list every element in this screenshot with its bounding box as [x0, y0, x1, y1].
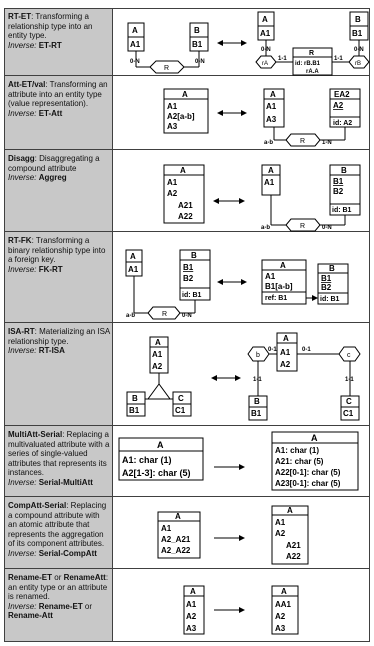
row-desc-att-et: Att-ET/val: Transforming an attribute into an entity type (value representation). Inverse: ET-Att — [8, 80, 108, 118]
card-0n-a: 0-N — [261, 47, 271, 53]
label-a-2: A — [311, 433, 318, 443]
label-a2: A2 — [152, 362, 163, 371]
card-0n-b: 0-N — [354, 47, 364, 53]
row-desc-multiatt: MultiAtt-Serial: Replacing a multivaluated attribute with a series of single-valued attributes that represents its instances. Inverse: Serial-MultiAtt — [8, 430, 110, 487]
label-a-2: A — [283, 334, 289, 343]
label-a22: A22[0-1]: char (5) — [275, 468, 341, 477]
label-a-2: A — [281, 587, 287, 596]
label-a2-2: A2 — [275, 529, 286, 538]
label-id-b1: id: B1 — [332, 207, 352, 214]
label-b: B — [194, 26, 200, 35]
label-a: A — [157, 440, 164, 450]
label-a1-2: A1: char (1) — [275, 446, 320, 455]
label-c-rel: c — [347, 352, 351, 359]
label-a1-2: A1 — [266, 102, 277, 111]
diagram-isa-rt — [127, 333, 360, 420]
label-b2-2: B2 — [321, 283, 332, 292]
label-rb: rB — [355, 61, 361, 67]
diagram-disagg — [164, 165, 360, 231]
label-aa1: AA1 — [275, 600, 292, 609]
row-desc-isa-rt: ISA-RT: Materializing an ISA relationship type. Inverse: RT-ISA — [8, 327, 110, 355]
label-r: R — [300, 138, 306, 145]
label-a: A — [132, 26, 138, 35]
label-a3: A3 — [167, 122, 178, 131]
label-a22: A22 — [178, 212, 193, 221]
label-a23: A23[0-1]: char (5) — [275, 479, 341, 488]
label-a21: A21 — [178, 201, 193, 210]
label-r-id: id: rB.B1 — [295, 61, 321, 67]
label-b-rel: b — [256, 352, 260, 359]
label-a22: A22 — [286, 552, 301, 561]
card-ab: a-b — [261, 225, 270, 231]
card-11-b: 1-1 — [334, 56, 343, 62]
label-b1-2: B1 — [352, 29, 363, 38]
label-b2: B2 — [333, 187, 344, 196]
label-b2: B2 — [183, 274, 194, 283]
label-c-2: C — [346, 397, 352, 406]
label-a1: A1: char (1) — [122, 455, 172, 465]
label-id-b1: id: B1 — [182, 292, 202, 299]
row-desc-rename: Rename-ET or RenameAtt: an entity type or an attribute is renamed. Inverse: Rename-ET or Rename-Att — [8, 573, 109, 620]
label-a-2: A — [287, 506, 293, 515]
card-ab: a-b — [126, 313, 135, 319]
row-desc-rt-et: RT-ET: Transforming a relationship type into an entity type. Inverse: ET-RT — [8, 12, 93, 50]
label-b1: B1 — [129, 406, 140, 415]
label-a: A — [130, 252, 136, 261]
label-r: R — [162, 311, 168, 318]
card-01-a: 0-1 — [268, 347, 277, 353]
label-a3-2: A3 — [266, 115, 277, 124]
card-11-b: 1-1 — [345, 377, 354, 383]
label-a2: A2 — [167, 189, 178, 198]
row-desc-disagg: Disagg: Disaggregating a compound attribute Inverse: Aggreg — [8, 154, 100, 182]
label-a-2: A — [270, 90, 276, 99]
label-a-2: A — [268, 166, 274, 175]
label-b1-2: B1 — [321, 274, 332, 283]
label-a1: A1 — [167, 178, 178, 187]
label-b-2: B — [355, 15, 361, 24]
label-a1: A1 — [161, 524, 172, 533]
label-a1: A1 — [128, 265, 139, 274]
card-0n: 0-N — [322, 225, 332, 231]
card-11-a: 1-1 — [253, 377, 262, 383]
label-a: A — [180, 166, 186, 175]
label-c1-2: C1 — [343, 409, 354, 418]
label-b1: B1 — [183, 263, 194, 272]
card-0n-left: 0-N — [130, 59, 140, 65]
label-a-2: A — [262, 15, 268, 24]
label-b-2: B — [254, 397, 260, 406]
label-a1-2: A1 — [265, 272, 276, 281]
label-a2-2: A2 — [280, 360, 291, 369]
label-b1: B1 — [192, 40, 203, 49]
label-b: B — [341, 166, 347, 175]
card-0n: 0-N — [182, 313, 192, 319]
label-b-2: B — [329, 264, 335, 273]
label-a2-a21: A2_A21 — [161, 535, 191, 544]
label-a1-2: A1 — [260, 29, 271, 38]
label-a2-a22: A2_A22 — [161, 546, 191, 555]
label-id-b1-2: id: B1 — [320, 296, 340, 303]
label-ra: rA — [262, 61, 268, 67]
label-b1-2: B1 — [251, 409, 262, 418]
label-a: A — [190, 587, 196, 596]
label-b1: B1 — [333, 177, 344, 186]
label-a: A — [175, 512, 181, 521]
isa-triangle — [148, 384, 170, 399]
label-ea2: EA2 — [334, 90, 350, 99]
label-a2: A2 — [186, 612, 197, 621]
label-a2: A2[a-b] — [167, 112, 195, 121]
label-c: C — [178, 394, 184, 403]
label-b: B — [132, 394, 138, 403]
label-a: A — [182, 90, 188, 99]
label-a3-2: A3 — [275, 624, 286, 633]
card-11-a: 1-1 — [278, 56, 287, 62]
card-ab: a-b — [264, 140, 273, 146]
label-a-2: A — [280, 261, 286, 270]
card-01-b: 0-1 — [302, 347, 311, 353]
label-ref-b1: ref: B1 — [265, 295, 288, 302]
card-0n-right: 0-N — [195, 59, 205, 65]
label-a21: A21 — [286, 541, 301, 550]
label-a1: A1 — [130, 40, 141, 49]
label-a1-2: A1 — [275, 518, 286, 527]
row-desc-compatt: CompAtt-Serial: Replacing a compound attribute with an atomic attribute that represents the aggregation of its component attributes. Inverse: Serial-CompAtt — [8, 501, 107, 558]
card-1n: 1-N — [322, 140, 332, 146]
label-a1-2: A1 — [264, 178, 275, 187]
label-a1: A1 — [152, 350, 163, 359]
label-b: B — [191, 251, 197, 260]
label-r: R — [164, 65, 170, 72]
label-a2-2: A2 — [275, 612, 286, 621]
label-a1-2: A1 — [280, 348, 291, 357]
label-id-a2: id: A2 — [333, 120, 353, 127]
label-a21: A21: char (5) — [275, 457, 324, 466]
label-a2-id: A2 — [333, 101, 344, 110]
row-desc-rt-fk: RT-FK: Transforming a binary relationship type into a foreign key. Inverse: FK-RT — [8, 236, 106, 274]
label-r-entity: R — [309, 50, 315, 57]
label-a2: A2[1-3]: char (5) — [122, 468, 191, 478]
label-r: R — [300, 223, 306, 230]
label-r-id2: rA.A — [306, 69, 319, 75]
label-c1: C1 — [175, 406, 186, 415]
label-a1: A1 — [167, 102, 178, 111]
label-a1: A1 — [186, 600, 197, 609]
label-a3: A3 — [186, 624, 197, 633]
diagram-rt-fk — [126, 250, 348, 319]
label-a: A — [155, 338, 161, 347]
label-b1ab: B1[a-b] — [265, 282, 293, 291]
